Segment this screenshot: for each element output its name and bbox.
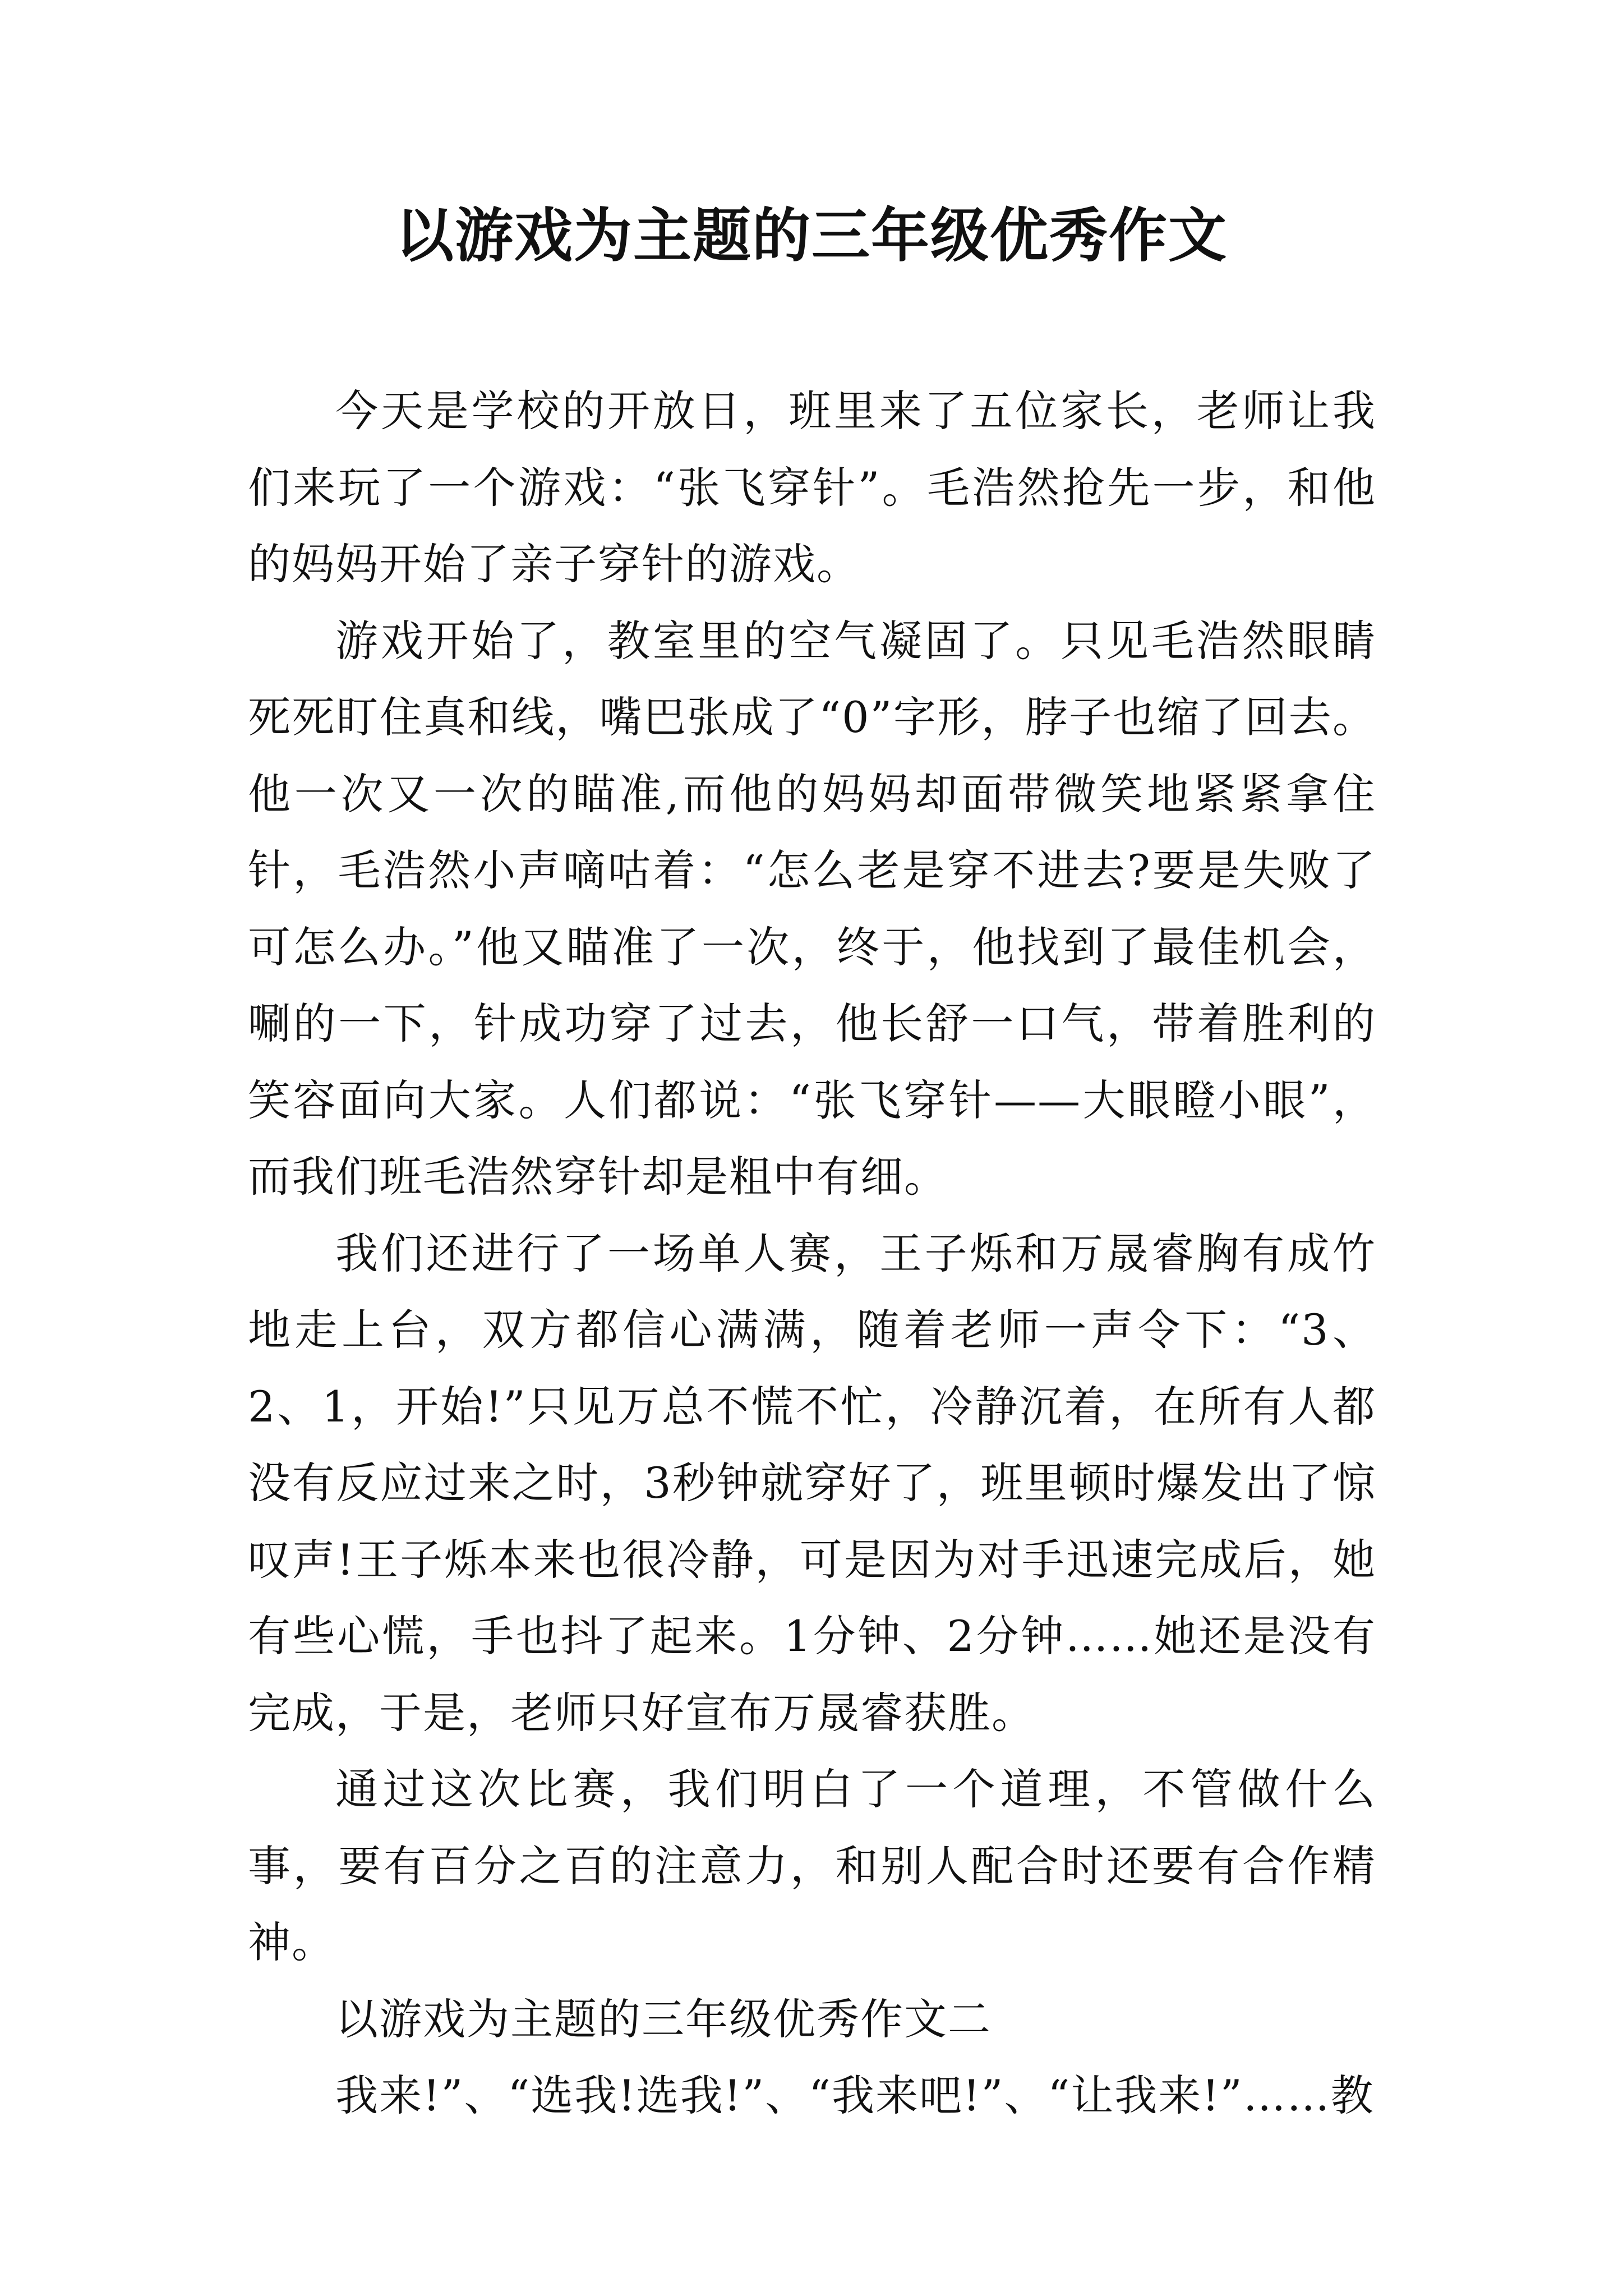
paragraph-2: 游戏开始了，教室里的空气凝固了。只见毛浩然眼睛死死盯住真和线，嘴巴张成了“0”字形，脖子也缩了回去。他一次又一次的瞄准,而他的妈妈却面带微笑地紧紧拿住针，毛浩然小声嘀咕着：“怎么老是穿不进去?要是失败了可怎么办。”他又瞄准了一次，终于，他找到了最佳机会，唰的一下，针成功穿了过去，他长舒一口气，带着胜利的笑容面向大家。人们都说：“张飞穿针——大眼瞪小眼”，而我们班毛浩然穿针却是粗中有细。: [248, 615, 1376, 1202]
essay-body: [248, 373, 1376, 2134]
paragraph-1: 今天是学校的开放日，班里来了五位家长，老师让我们来玩了一个游戏：“张飞穿针”。毛浩然抢先一步，和他的妈妈开始了亲子穿针的游戏。: [248, 386, 1376, 589]
paragraph-4: 通过这次比赛，我们明白了一个道理，不管做什么事，要有百分之百的注意力，和别人配合时还要有合作精神。: [248, 1764, 1376, 1967]
page-title: 以游戏为主题的三年级优秀作文: [395, 201, 1228, 270]
section-heading-essay-two: 以游戏为主题的三年级优秀作文二: [335, 1994, 992, 2044]
paragraph-6: 我来!”、“选我!选我!”、“我来吧!”、“让我来!”……教: [335, 2070, 1375, 2120]
paragraph-3: 我们还进行了一场单人赛，王子烁和万晟睿胸有成竹地走上台，双方都信心满满，随着老师一声令下：“3、2、1，开始!”只见万总不慌不忙，冷静沉着，在所有人都没有反应过来之时，3秒钟就穿好了，班里顿时爆发出了惊叹声!王子烁本来也很冷静，可是因为对手迅速完成后，她有些心慌，手也抖了起来。1分钟、2分钟……她还是没有完成，于是，老师只好宣布万晟睿获胜。: [248, 1228, 1376, 1738]
